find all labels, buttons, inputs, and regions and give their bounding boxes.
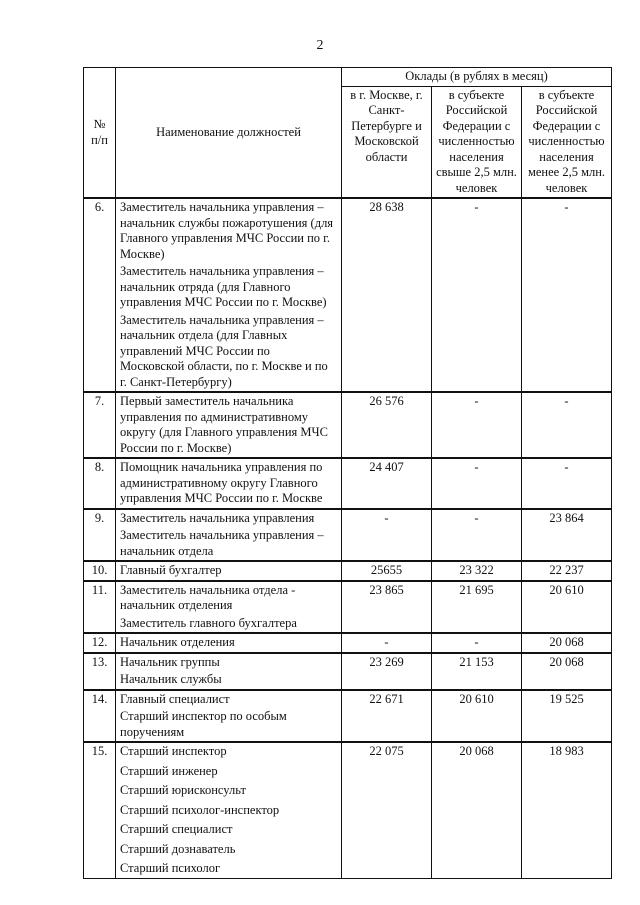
salary-big-region: - [432,458,522,509]
position-name: Старший специалист [120,822,233,836]
position-name: Начальник отделения [120,635,235,649]
table-row [84,198,612,392]
header-col-big-region: в субъекте Российской Федерации с численностью населения свыше 2,5 млн. человек [432,86,522,198]
salary-moscow: 24 407 [342,458,432,509]
salary-big-region: - [432,392,522,458]
position-name: Старший инспектор [120,744,227,758]
row-number: 14. [84,690,116,743]
salary-moscow: 22 671 [342,690,432,743]
header-salaries-group: Оклады (в рублях в месяц) [342,68,612,87]
salary-small-region: - [522,458,612,509]
salary-small-region: 20 610 [522,581,612,634]
position-name: Главный специалист [120,691,230,706]
position-name: Старший юрисконсульт [120,783,246,797]
table-row [84,633,612,653]
position-name: Старший инспектор по особым поручениям [120,709,287,739]
position-name: Заместитель начальника управления – начальник отряда (для Главного управления МЧС России по г. Москве) [120,264,327,309]
salary-small-region: 19 525 [522,690,612,743]
table-row [84,561,612,581]
position-name: Старший дознаватель [120,841,236,856]
position-names [116,581,342,634]
salary-small-region: 20 068 [522,633,612,653]
salary-moscow: 25655 [342,561,432,581]
row-number: 12. [84,633,116,653]
position-names [116,458,342,509]
row-number: 6. [84,198,116,392]
salary-big-region: 20 610 [432,690,522,743]
position-name: Начальник службы [120,672,222,686]
salary-big-region: - [432,509,522,562]
header-col-moscow: в г. Москве, г. Санкт-Петербурге и Московской области [342,86,432,198]
position-names [116,561,342,581]
position-names [116,198,342,392]
position-names [116,742,342,878]
salary-moscow: 23 269 [342,653,432,690]
salary-big-region: 23 322 [432,561,522,581]
position-name: Начальник группы [120,654,220,669]
position-name: Старший инженер [120,763,218,778]
position-name: Помощник начальника управления по административному округу Главного управления МЧС России по г. Москве [120,460,323,505]
position-names [116,392,342,458]
salary-big-region: - [432,198,522,392]
position-name: Заместитель начальника управления – начальник отдела (для Главных управлений МЧС России по Московской области, по г. Москве и по г. Санкт-Петербургу) [120,312,328,389]
position-name: Заместитель начальника управления – начальник отдела [120,528,324,558]
table-row [84,509,612,562]
salary-small-region: 18 983 [522,742,612,878]
salary-moscow: - [342,509,432,562]
salary-small-region: - [522,392,612,458]
salary-moscow: 23 865 [342,581,432,634]
position-names [116,633,342,653]
salary-table [83,67,612,879]
table-row [84,653,612,690]
header-col-small-region: в субъекте Российской Федерации с численностью населения менее 2,5 млн. человек [522,86,612,198]
row-number: 10. [84,561,116,581]
row-number: 8. [84,458,116,509]
table-row [84,742,612,878]
position-names [116,509,342,562]
table-row [84,458,612,509]
table-row [84,392,612,458]
salary-moscow: 28 638 [342,198,432,392]
position-name: Старший психолог [120,861,221,875]
position-names [116,690,342,743]
salary-big-region: 21 695 [432,581,522,634]
salary-small-region: 20 068 [522,653,612,690]
header-position-name: Наименование должностей [116,68,342,199]
header-row [84,68,612,87]
salary-small-region: - [522,198,612,392]
position-name: Заместитель начальника отдела - начальник отделения [120,582,296,612]
table-row [84,581,612,634]
position-name: Главный бухгалтер [120,563,222,577]
row-number: 13. [84,653,116,690]
salary-big-region: 20 068 [432,742,522,878]
salary-big-region: 21 153 [432,653,522,690]
salary-small-region: 22 237 [522,561,612,581]
position-name: Заместитель начальника управления – начальник службы пожаротушения (для Главного управления МЧС России по г. Москве) [120,200,334,261]
position-name: Заместитель главного бухгалтера [120,615,297,630]
header-num: № п/п [84,68,116,199]
row-number: 9. [84,509,116,562]
position-name: Заместитель начальника управления [120,510,315,525]
page-number: 2 [316,38,324,53]
salary-moscow: 22 075 [342,742,432,878]
position-name: Первый заместитель начальника управления по административному округу (для Главного управления МЧС России по г. Москве) [120,394,328,455]
salary-big-region: - [432,633,522,653]
row-number: 7. [84,392,116,458]
salary-small-region: 23 864 [522,509,612,562]
row-number: 11. [84,581,116,634]
salary-moscow: - [342,633,432,653]
position-name: Старший психолог-инспектор [120,802,280,817]
table-row [84,690,612,743]
row-number: 15. [84,742,116,878]
position-names [116,653,342,690]
salary-moscow: 26 576 [342,392,432,458]
